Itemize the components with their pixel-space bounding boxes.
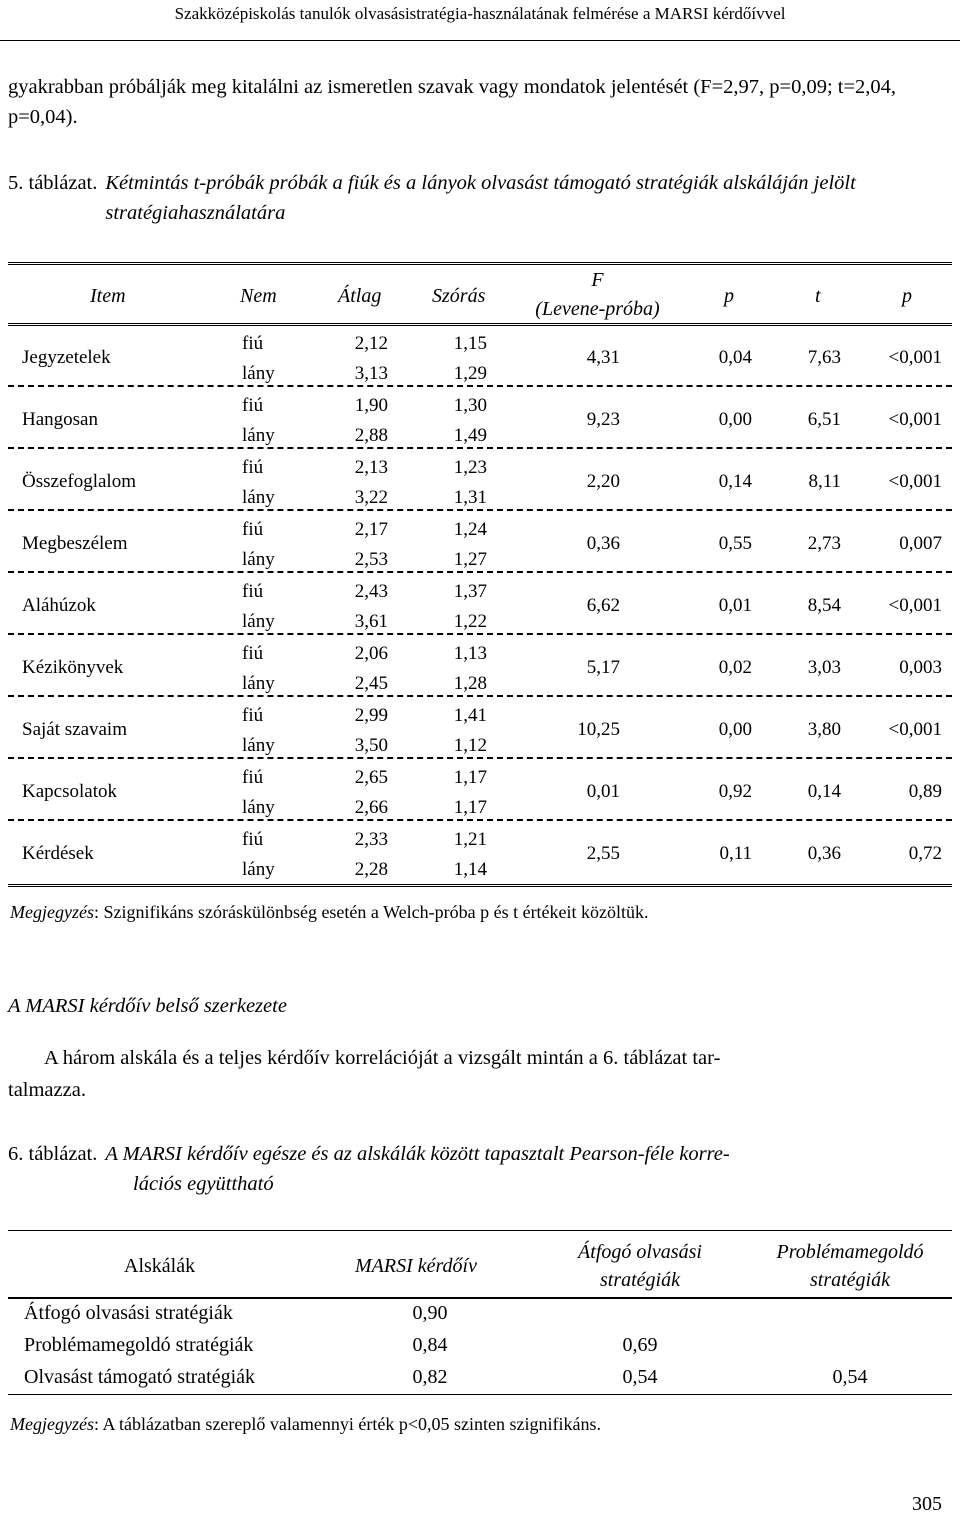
table5-row-mean: 2,65	[354, 767, 388, 788]
table5-row-sd: 1,17	[453, 767, 487, 788]
table5-row-group: lány	[242, 797, 275, 818]
table5-row-item: Jegyzetelek	[22, 347, 111, 368]
table5-row-mean: 2,43	[354, 581, 388, 602]
table5-row-sd: 1,29	[453, 363, 487, 384]
table5-row-mean: 2,06	[354, 643, 388, 664]
table5-row-group: lány	[242, 487, 275, 508]
table6-row-marsi: 0,90	[412, 1302, 448, 1324]
table5-col-atlag: Átlag	[338, 285, 382, 307]
table5-row-F: 9,23	[586, 409, 620, 430]
table5-row-p: 0,02	[718, 657, 752, 678]
table5-row-p: 0,14	[718, 471, 752, 492]
table5-row-group: fiú	[242, 519, 264, 540]
table5-col-F-sub: (Levene-próba)	[535, 298, 660, 320]
section-text-line2: talmazza.	[8, 1079, 86, 1101]
table5-row-mean: 3,61	[354, 611, 388, 632]
table6-note-label: Megjegyzés	[10, 1414, 94, 1434]
table5-row-sd: 1,21	[453, 829, 487, 850]
table6-row-atfogo: 0,54	[622, 1366, 658, 1388]
table5-row-separator	[8, 633, 952, 635]
table5-row-sd: 1,30	[453, 395, 487, 416]
table5-row-separator	[8, 447, 952, 449]
table5-row-separator	[8, 571, 952, 573]
table5-row-p: 0,04	[718, 347, 752, 368]
table5-row-sd: 1,15	[453, 333, 487, 354]
table5-row-group: lány	[242, 735, 275, 756]
table5-row-p: 0,92	[718, 781, 752, 802]
table5-row-sd: 1,14	[453, 859, 487, 880]
table6-caption	[8, 1139, 953, 1199]
table5-row-group: lány	[242, 859, 275, 880]
table5-note	[10, 902, 649, 923]
table5-row-mean: 2,28	[354, 859, 388, 880]
table5-row-t: 0,14	[807, 781, 841, 802]
table5-row-sd: 1,28	[453, 673, 487, 694]
table5-col-F: F	[591, 269, 604, 291]
table5-row-mean: 2,88	[354, 425, 388, 446]
running-header: Szakközépiskolás tanulók olvasásistratégia-használatának felmérése a MARSI kérdőívvel	[0, 0, 960, 41]
table6-col-alskalak: Alskálák	[124, 1255, 196, 1277]
table6-col-atfogo-2: stratégiák	[600, 1269, 680, 1291]
table5-row-p2: 0,72	[908, 843, 942, 864]
table5-row-F: 10,25	[577, 719, 620, 740]
table6-col-problema-1: Problémamegoldó	[776, 1241, 924, 1263]
table5-row-p2: <0,001	[888, 595, 942, 616]
table5-row-item: Összefoglalom	[22, 471, 136, 492]
table5-row-p2: 0,89	[908, 781, 942, 802]
table6-col-marsi: MARSI kérdőív	[355, 1255, 477, 1277]
table5-row-group: fiú	[242, 767, 264, 788]
table5-row-group: fiú	[242, 457, 264, 478]
table5-row-p: 0,00	[718, 409, 752, 430]
table5-col-szoras: Szórás	[432, 285, 486, 307]
table5-row-separator	[8, 757, 952, 759]
table5-row-p2: <0,001	[888, 471, 942, 492]
table6-row-atfogo: 0,69	[622, 1334, 658, 1356]
table5-row-F: 5,17	[586, 657, 620, 678]
table5-col-t: t	[815, 285, 821, 307]
table5-row-p: 0,01	[718, 595, 752, 616]
table5-header-rule	[8, 323, 952, 326]
table5-row-p2: 0,003	[899, 657, 942, 678]
table5-row-group: fiú	[242, 333, 264, 354]
table6-top-rule	[8, 1230, 952, 1231]
table5-row-item: Kérdések	[22, 843, 94, 864]
table5-row-p2: <0,001	[888, 409, 942, 430]
table5-row-item: Megbeszélem	[22, 533, 128, 554]
table5-row-group: fiú	[242, 581, 264, 602]
table5-row-p: 0,00	[718, 719, 752, 740]
table5-row-mean: 3,50	[354, 735, 388, 756]
section-text-line1: A három alskála és a teljes kérdőív korrelációját a vizsgált mintán a 6. táblázat tar-	[44, 1047, 721, 1069]
table5-col-p2: p	[902, 285, 912, 307]
page-number: 305	[912, 1493, 942, 1515]
table5-row-item: Aláhúzok	[22, 595, 96, 616]
table5-row-group: lány	[242, 673, 275, 694]
table5-row-sd: 1,24	[453, 519, 487, 540]
table5-row-t: 6,51	[807, 409, 841, 430]
table5-row-group: lány	[242, 549, 275, 570]
table5-row-p2: <0,001	[888, 347, 942, 368]
table5-row-t: 8,54	[807, 595, 841, 616]
table5-label: 5. táblázat.	[8, 172, 98, 194]
table5-top-rule	[8, 262, 952, 265]
table5-row-t: 3,80	[807, 719, 841, 740]
table6-row-name: Olvasást támogató stratégiák	[24, 1366, 256, 1388]
table6-row-name: Problémamegoldó stratégiák	[24, 1334, 254, 1356]
table5-col-item: Item	[90, 285, 126, 307]
table5-row-group: fiú	[242, 395, 264, 416]
table6-bottom-rule	[8, 1394, 952, 1395]
table6-row-marsi: 0,82	[412, 1366, 448, 1388]
table5-row-sd: 1,41	[453, 705, 487, 726]
table5-title: Kétmintás t-próbák próbák a fiúk és a lányok olvasást támogató stratégiák alskáláján jelölt stratégiahasználatára	[105, 172, 856, 224]
table6-col-atfogo-1: Átfogó olvasási	[578, 1241, 702, 1263]
table5-row-F: 2,55	[586, 843, 620, 864]
table5-row-mean: 2,12	[354, 333, 388, 354]
table5-row-t: 2,73	[807, 533, 841, 554]
table5-row-sd: 1,31	[453, 487, 487, 508]
table5-row-mean: 2,13	[354, 457, 388, 478]
table5-row-F: 0,36	[586, 533, 620, 554]
table5-row-group: lány	[242, 425, 275, 446]
table5-row-sd: 1,12	[453, 735, 487, 756]
table5-row-item: Kézikönyvek	[22, 657, 124, 678]
table5-bottom-rule	[8, 884, 952, 887]
table5-row-mean: 2,17	[354, 519, 388, 540]
table5-row-t: 0,36	[807, 843, 841, 864]
table5-row-separator	[8, 385, 952, 387]
table6-title-line2: lációs együttható	[133, 1173, 274, 1195]
table5-row-sd: 1,23	[453, 457, 487, 478]
table5-caption	[8, 168, 953, 228]
table5-row-mean: 2,53	[354, 549, 388, 570]
table5-row-sd: 1,17	[453, 797, 487, 818]
table5-row-group: lány	[242, 611, 275, 632]
table5-col-nem: Nem	[240, 285, 277, 307]
table5-row-sd: 1,49	[453, 425, 487, 446]
table5-row-item: Hangosan	[22, 409, 98, 430]
table5-row-mean: 2,99	[354, 705, 388, 726]
table5-row-F: 2,20	[586, 471, 620, 492]
table5-row-mean: 3,22	[354, 487, 388, 508]
table5-row-F: 4,31	[586, 347, 620, 368]
table5-row-p: 0,55	[718, 533, 752, 554]
table5-row-sd: 1,13	[453, 643, 487, 664]
table5-row-mean: 3,13	[354, 363, 388, 384]
section-title: A MARSI kérdőív belső szerkezete	[8, 995, 287, 1017]
table5-row-group: fiú	[242, 643, 264, 664]
table5-row-t: 8,11	[808, 471, 841, 492]
table5-row-separator	[8, 509, 952, 511]
table5-row-separator	[8, 819, 952, 821]
table6-col-problema-2: stratégiák	[810, 1269, 890, 1291]
table5-row-t: 7,63	[807, 347, 841, 368]
table6-title-line1: A MARSI kérdőív egésze és az alskálák között tapasztalt Pearson-féle korre-	[105, 1143, 730, 1165]
table6-note-text: : A táblázatban szereplő valamennyi érték p<0,05 szinten szignifikáns.	[93, 1414, 601, 1434]
table5-row-mean: 2,45	[354, 673, 388, 694]
table5-row-group: fiú	[242, 705, 264, 726]
table6-note	[10, 1414, 601, 1435]
table5-row-separator	[8, 695, 952, 697]
table5-note-label: Megjegyzés	[10, 902, 94, 922]
table5-row-sd: 1,37	[453, 581, 487, 602]
table6-header-rule	[8, 1297, 952, 1299]
table5-row-F: 0,01	[586, 781, 620, 802]
table5-row-item: Saját szavaim	[22, 719, 127, 740]
table5-row-p2: <0,001	[888, 719, 942, 740]
table5-row-group: fiú	[242, 829, 264, 850]
table5-col-p1: p	[724, 285, 734, 307]
table5-row-group: lány	[242, 363, 275, 384]
table5-row-mean: 2,33	[354, 829, 388, 850]
table6-row-problema: 0,54	[832, 1366, 868, 1388]
table5-note-text: : Szignifikáns szóráskülönbség esetén a Welch-próba p és t értékeit közöltük.	[93, 902, 649, 922]
table5-row-p: 0,11	[719, 843, 752, 864]
table6-row-marsi: 0,84	[412, 1334, 448, 1356]
intro-paragraph: gyakrabban próbálják meg kitalálni az ismeretlen szavak vagy mondatok jelentését (F=2,97, p=0,09; t=2,04, p=0,04).	[8, 76, 897, 128]
table6-row-name: Átfogó olvasási stratégiák	[24, 1302, 233, 1324]
table5-row-sd: 1,22	[453, 611, 487, 632]
table5-row-mean: 1,90	[354, 395, 388, 416]
table5-row-mean: 2,66	[354, 797, 388, 818]
table5-row-t: 3,03	[807, 657, 841, 678]
table5-row-item: Kapcsolatok	[22, 781, 117, 802]
table6-label: 6. táblázat.	[8, 1143, 98, 1165]
table5-row-F: 6,62	[586, 595, 620, 616]
table5-row-p2: 0,007	[899, 533, 942, 554]
table5-row-sd: 1,27	[453, 549, 487, 570]
